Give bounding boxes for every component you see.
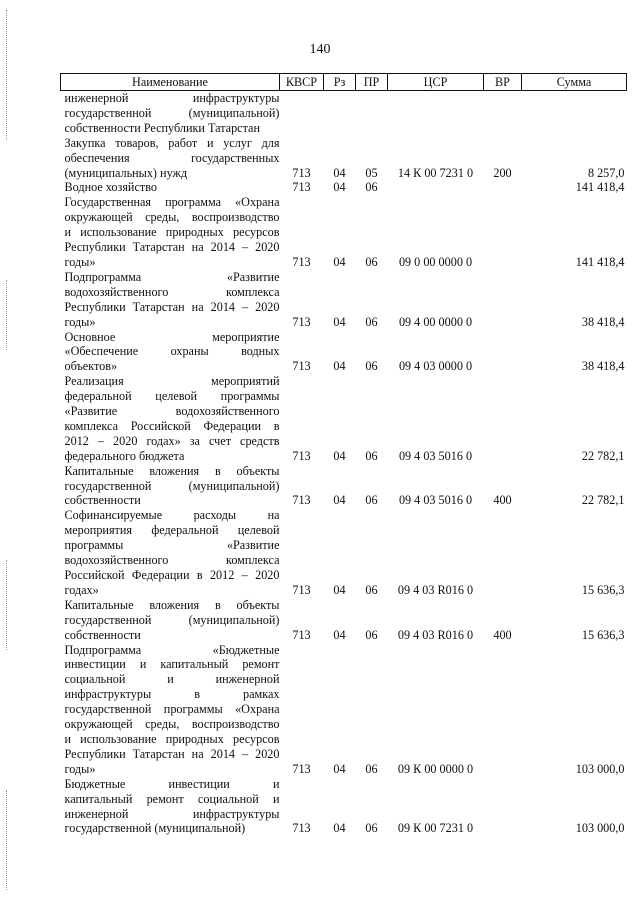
margin-dots	[6, 10, 8, 140]
row-csr: 09 4 03 5016 0	[398, 448, 473, 463]
row-pr: 06	[365, 582, 378, 597]
row-rz: 04	[333, 180, 346, 195]
row-name-line: социальной и инженерной	[64, 672, 280, 687]
row-csr: 09 4 03 5016 0	[398, 493, 473, 508]
row-rz: 04	[333, 314, 346, 329]
row-name-line: государственной программы «Охрана	[64, 702, 280, 717]
row-name-line: Республики Татарстан на 2014 – 2020	[64, 299, 280, 314]
header-pr: ПР	[356, 74, 388, 91]
row-name-line: годах»	[64, 582, 99, 597]
row-name-line: Софинансируемые расходы на	[64, 508, 280, 523]
row-sum	[522, 91, 627, 136]
row-name-line: Государственная программа «Охрана	[64, 195, 280, 210]
row-sum: 38 418,4	[581, 359, 625, 374]
row-name-line: государственной (муниципальной)	[64, 612, 280, 627]
budget-table	[60, 73, 627, 836]
margin-dots	[6, 790, 8, 890]
row-name-line: Водное хозяйство	[64, 180, 157, 195]
row-name-line: инженерной инфраструктуры	[64, 806, 280, 821]
row-name-line: окружающей среды, воспроизводство	[64, 717, 280, 732]
row-csr	[388, 180, 484, 195]
row-name	[61, 508, 280, 597]
row-vr: 400	[493, 493, 512, 508]
table-row	[61, 598, 627, 643]
row-name-line: федеральной целевой программы	[64, 389, 280, 404]
row-name	[61, 464, 280, 509]
row-rz: 04	[333, 254, 346, 269]
row-name	[61, 91, 280, 136]
row-vr	[484, 91, 522, 136]
row-name-line: объектов»	[64, 359, 118, 374]
row-csr: 09 К 00 7231 0	[397, 821, 474, 836]
row-vr	[484, 777, 522, 837]
row-csr: 09 К 00 0000 0	[397, 761, 474, 776]
row-pr: 05	[365, 165, 378, 180]
table-row	[61, 643, 627, 777]
row-vr	[484, 270, 522, 330]
row-csr	[388, 91, 484, 136]
row-name-line: Российской Федерации в 2012 – 2020	[64, 568, 280, 582]
row-name	[61, 270, 280, 330]
row-name	[61, 374, 280, 463]
row-vr	[484, 374, 522, 463]
row-name-line: и использование природных ресурсов	[64, 731, 280, 746]
row-vr: 400	[493, 627, 512, 642]
row-name-line: водохозяйственного комплекса	[64, 553, 280, 568]
row-csr: 09 4 03 R016 0	[397, 582, 474, 597]
row-rz	[324, 91, 356, 136]
row-name-line: 2012 – 2020 годах» за счет средств	[64, 433, 280, 448]
row-vr	[484, 330, 522, 375]
row-name-line: инфраструктуры в рамках	[64, 687, 280, 702]
row-sum: 141 418,4	[575, 254, 625, 269]
row-name-line: «Обеспечение охраны водных	[64, 344, 280, 359]
row-pr: 06	[365, 359, 378, 374]
row-name-line: Республики Татарстан на 2014 – 2020	[64, 746, 280, 761]
row-vr	[484, 643, 522, 777]
row-name	[61, 180, 280, 195]
page-number: 140	[309, 42, 331, 57]
row-name-line: собственности	[64, 627, 141, 642]
row-sum: 103 000,0	[575, 761, 625, 776]
table-row	[61, 777, 627, 837]
row-name-line: инженерной инфраструктуры	[64, 91, 280, 105]
row-name-line: Реализация мероприятий	[64, 374, 280, 389]
table-row	[61, 270, 627, 330]
table-row	[61, 91, 627, 136]
table-row	[61, 508, 627, 597]
row-name-line: мероприятия федеральной целевой	[64, 523, 280, 538]
row-rz: 04	[333, 627, 346, 642]
row-name-line: государственной (муниципальной)	[64, 478, 280, 493]
row-name-line: (муниципальных) нужд	[64, 165, 188, 180]
row-pr: 06	[365, 314, 378, 329]
row-pr: 06	[365, 493, 378, 508]
row-pr: 06	[365, 448, 378, 463]
row-name-line: и использование природных ресурсов	[64, 225, 280, 240]
row-name-line: собственности	[64, 493, 141, 508]
row-kvsr: 713	[292, 254, 311, 269]
row-sum: 38 418,4	[581, 314, 625, 329]
row-name-line: собственности Республики Татарстан	[64, 120, 260, 135]
row-kvsr: 713	[292, 165, 311, 180]
row-rz: 04	[333, 448, 346, 463]
row-name-line: комплекса Российской Федерации в	[64, 418, 280, 433]
table-header-row	[61, 74, 627, 91]
row-name-line: Основное мероприятие	[64, 329, 280, 344]
row-pr: 06	[365, 254, 378, 269]
row-name-line: водохозяйственного комплекса	[64, 284, 280, 299]
row-pr: 06	[365, 627, 378, 642]
row-name-line: обеспечения государственных	[64, 150, 280, 165]
row-sum: 22 782,1	[581, 448, 625, 463]
row-sum: 103 000,0	[575, 821, 625, 836]
row-name-line: государственной (муниципальной)	[64, 105, 280, 120]
row-kvsr: 713	[292, 448, 311, 463]
row-name-line: Бюджетные инвестиции и	[64, 776, 280, 791]
table-row	[61, 136, 627, 181]
row-kvsr: 713	[292, 314, 311, 329]
header-sum: Сумма	[522, 74, 627, 91]
row-rz: 04	[333, 165, 346, 180]
header-rz: Рз	[324, 74, 356, 91]
row-csr: 14 К 00 7231 0	[397, 165, 474, 180]
row-vr	[484, 508, 522, 597]
margin-dots	[6, 280, 8, 350]
row-name-line: федерального бюджета	[64, 448, 185, 463]
row-csr: 09 4 00 0000 0	[398, 314, 473, 329]
header-csr: ЦСР	[388, 74, 484, 91]
row-name-line: программы «Развитие	[64, 538, 280, 553]
row-pr: 06	[365, 180, 378, 195]
row-name-line: капитальный ремонт социальной и	[64, 791, 280, 806]
header-vr: ВР	[484, 74, 522, 91]
row-rz: 04	[333, 761, 346, 776]
row-pr	[356, 91, 388, 136]
row-kvsr: 713	[292, 359, 311, 374]
row-name-line: Республики Татарстан на 2014 – 2020	[64, 240, 280, 255]
row-name	[61, 330, 280, 375]
table-row	[61, 195, 627, 270]
row-name-line: годы»	[64, 254, 96, 269]
row-rz: 04	[333, 582, 346, 597]
row-csr: 09 4 03 0000 0	[398, 359, 473, 374]
row-csr: 09 0 00 0000 0	[398, 254, 473, 269]
table-body	[61, 91, 627, 837]
row-sum: 15 636,3	[581, 582, 625, 597]
table-row	[61, 180, 627, 195]
row-name-line: «Развитие водохозяйственного	[64, 404, 280, 419]
row-name-line: Подпрограмма «Бюджетные	[64, 642, 280, 657]
row-kvsr: 713	[292, 761, 311, 776]
row-name-line: инвестиции и капитальный ремонт	[64, 657, 280, 672]
row-name	[61, 598, 280, 643]
row-kvsr: 713	[292, 821, 311, 836]
row-name-line: годы»	[64, 314, 96, 329]
row-name-line: Капитальные вложения в объекты	[64, 463, 280, 478]
row-sum: 15 636,3	[581, 627, 625, 642]
row-name-line: Подпрограмма «Развитие	[64, 269, 280, 284]
row-name-line: Закупка товаров, работ и услуг для	[64, 135, 280, 150]
table-row	[61, 330, 627, 375]
row-rz: 04	[333, 359, 346, 374]
table-row	[61, 374, 627, 463]
row-rz: 04	[333, 493, 346, 508]
row-sum: 141 418,4	[575, 180, 625, 195]
margin-dots	[6, 560, 8, 650]
row-kvsr: 713	[292, 180, 311, 195]
row-name	[61, 136, 280, 181]
row-pr: 06	[365, 761, 378, 776]
row-kvsr: 713	[292, 493, 311, 508]
table-row	[61, 464, 627, 509]
row-kvsr	[280, 91, 324, 136]
header-name: Наименование	[61, 74, 280, 91]
row-sum: 22 782,1	[581, 493, 625, 508]
header-kvsr: КВСР	[280, 74, 324, 91]
row-kvsr: 713	[292, 627, 311, 642]
row-name-line: годы»	[64, 761, 96, 776]
row-rz: 04	[333, 821, 346, 836]
row-vr	[484, 180, 522, 195]
row-csr: 09 4 03 R016 0	[397, 627, 474, 642]
row-pr: 06	[365, 821, 378, 836]
row-name-line: Капитальные вложения в объекты	[64, 597, 280, 612]
row-sum: 8 257,0	[587, 165, 625, 180]
row-vr	[484, 195, 522, 270]
row-name-line: окружающей среды, воспроизводство	[64, 210, 280, 225]
row-name	[61, 777, 280, 837]
row-name-line: государственной (муниципальной)	[64, 821, 246, 836]
row-name	[61, 643, 280, 777]
row-kvsr: 713	[292, 582, 311, 597]
row-vr: 200	[493, 165, 512, 180]
row-name	[61, 195, 280, 270]
